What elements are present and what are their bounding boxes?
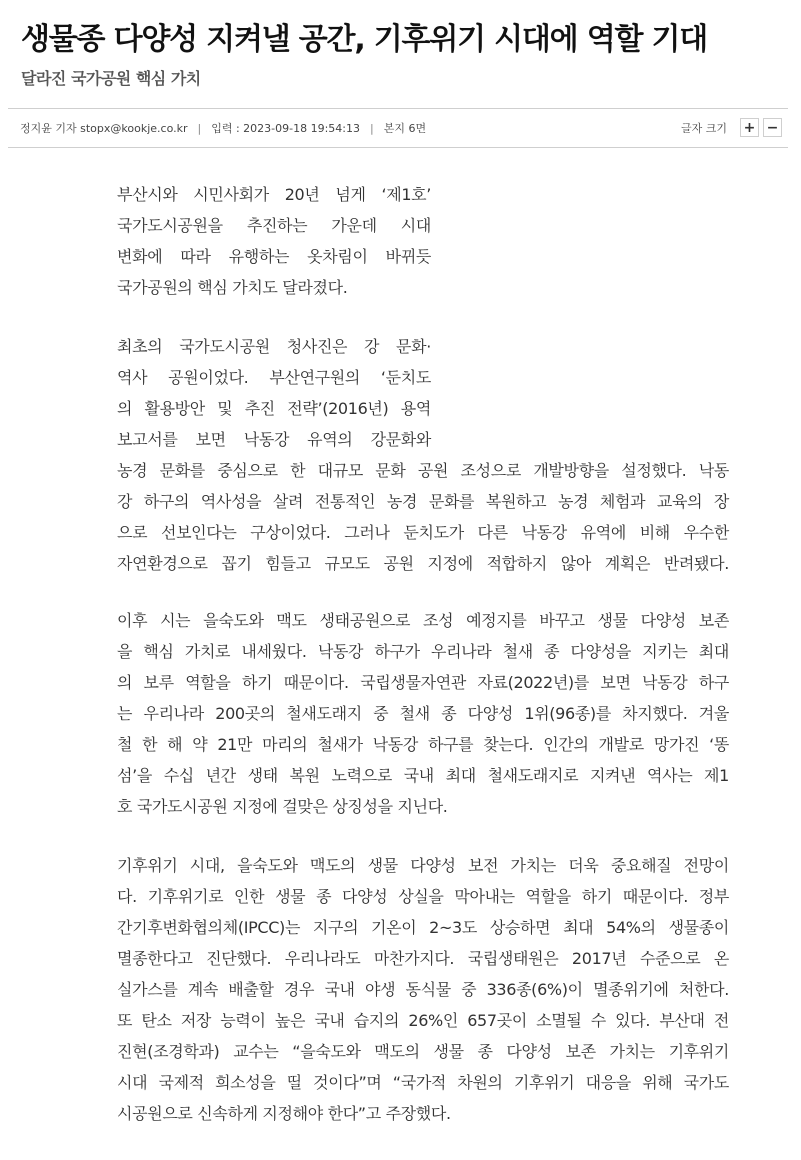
byline: 정지윤 기자 stopx@kookje.co.kr [20, 122, 188, 135]
print-page: 본지 6면 [383, 122, 427, 135]
text-line: 간기후변화협의체(IPCC)는 지구의 기온이 2~3도 상승하면 최대 54%의 생물종이 [117, 918, 729, 937]
text-line: 국가공원의 핵심 가치도 달라졌다. [117, 278, 348, 297]
text-line: 으로 선보인다는 구상이었다. 그러나 둔치도가 다른 낙동강 유역에 비해 우수한 [117, 523, 729, 542]
plus-icon: + [743, 119, 756, 136]
font-size-label: 글자 크기 [680, 121, 727, 135]
text-line: 을 핵심 가치로 내세웠다. 낙동강 하구가 우리나라 철새 종 다양성을 지키는 최대 [117, 642, 729, 661]
paragraph-1 [117, 179, 431, 303]
text-line: 최초의 국가도시공원 청사진은 강 문화· [117, 337, 431, 356]
font-decrease-button[interactable] [763, 118, 782, 137]
text-line: 시공원으로 신속하게 지정해야 한다”고 주장했다. [117, 1104, 451, 1123]
article-meta [20, 120, 426, 136]
text-line: 기후위기 시대, 을숙도와 맥도의 생물 다양성 보전 가치는 더욱 중요해질 전망이 [117, 856, 729, 875]
font-size-control [681, 118, 782, 137]
article-info-bar [8, 108, 788, 148]
text-line: 멸종한다고 진단했다. 우리나라도 마찬가지다. 국립생태원은 2017년 수준으로 온 [117, 949, 729, 968]
meta-separator: | [370, 122, 374, 135]
text-line: 철 한 해 약 21만 마리의 철새가 낙동강 하구를 찾는다. 인간의 개발로 망가진 ‘똥 [117, 735, 729, 754]
text-line: 강 하구의 역사성을 살려 전통적인 농경 문화를 복원하고 농경 체험과 교육의 장 [117, 492, 729, 511]
font-increase-button[interactable] [740, 118, 759, 137]
text-line: 역사 공원이었다. 부산연구원의 ‘둔치도 [117, 368, 431, 387]
headline: 생물종 다양성 지켜낼 공간, 기후위기 시대에 역할 기대 [21, 22, 708, 57]
text-line: 섬’을 수십 년간 생태 복원 노력으로 국내 최대 철새도래지로 지켜낸 역사는 제1 [117, 766, 729, 785]
text-line: 이후 시는 을숙도와 맥도 생태공원으로 조성 예정지를 바꾸고 생물 다양성 보존 [117, 611, 729, 630]
text-line: 보고서를 보면 낙동강 유역의 강문화와 [117, 430, 431, 449]
text-line: 시대 국제적 희소성을 띨 것이다”며 “국가적 차원의 기후위기 대응을 위해 국가도 [117, 1073, 729, 1092]
paragraph-2 [117, 331, 729, 579]
paragraph-4 [117, 850, 729, 1129]
text-line: 실가스를 계속 배출할 경우 국내 야생 동식물 중 336종(6%)이 멸종위기에 처한다. [117, 980, 729, 999]
minus-icon: − [766, 119, 779, 136]
text-line: 의 활용방안 및 추진 전략’(2016년) 용역 [117, 399, 431, 418]
text-line: 의 보루 역할을 하기 때문이다. 국립생물자연관 자료(2022년)를 보면 낙동강 하구 [117, 673, 729, 692]
text-line: 부산시와 시민사회가 20년 넘게 ‘제1호’ [117, 185, 431, 204]
text-line: 호 국가도시공원 지정에 걸맞은 상징성을 지닌다. [117, 797, 448, 816]
subheadline: 달라진 국가공원 핵심 가치 [21, 69, 201, 88]
published-date: 입력 : 2023-09-18 19:54:13 [211, 122, 360, 135]
text-line: 는 우리나라 200곳의 철새도래지 중 철새 종 다양성 1위(96종)를 차지했다. 겨울 [117, 704, 729, 723]
text-line: 자연환경으로 꼽기 힘들고 규모도 공원 지정에 적합하지 않아 계획은 반려됐다. [117, 554, 729, 573]
text-line: 국가도시공원을 추진하는 가운데 시대 [117, 216, 431, 235]
text-line: 농경 문화를 중심으로 한 대규모 문화 공원 조성으로 개발방향을 설정했다. 낙동 [117, 461, 729, 480]
meta-separator: | [197, 122, 202, 135]
text-line: 다. 기후위기로 인한 생물 종 다양성 상실을 막아내는 역할을 하기 때문이다. 정부 [117, 887, 729, 906]
text-line: 변화에 따라 유행하는 옷차림이 바뀌듯 [117, 247, 431, 266]
text-line: 진현(조경학과) 교수는 “을숙도와 맥도의 생물 종 다양성 보존 가치는 기후위기 [117, 1042, 729, 1061]
paragraph-3 [117, 605, 729, 822]
text-line: 또 탄소 저장 능력이 높은 국내 습지의 26%인 657곳이 소멸될 수 있다. 부산대 전 [117, 1011, 729, 1030]
